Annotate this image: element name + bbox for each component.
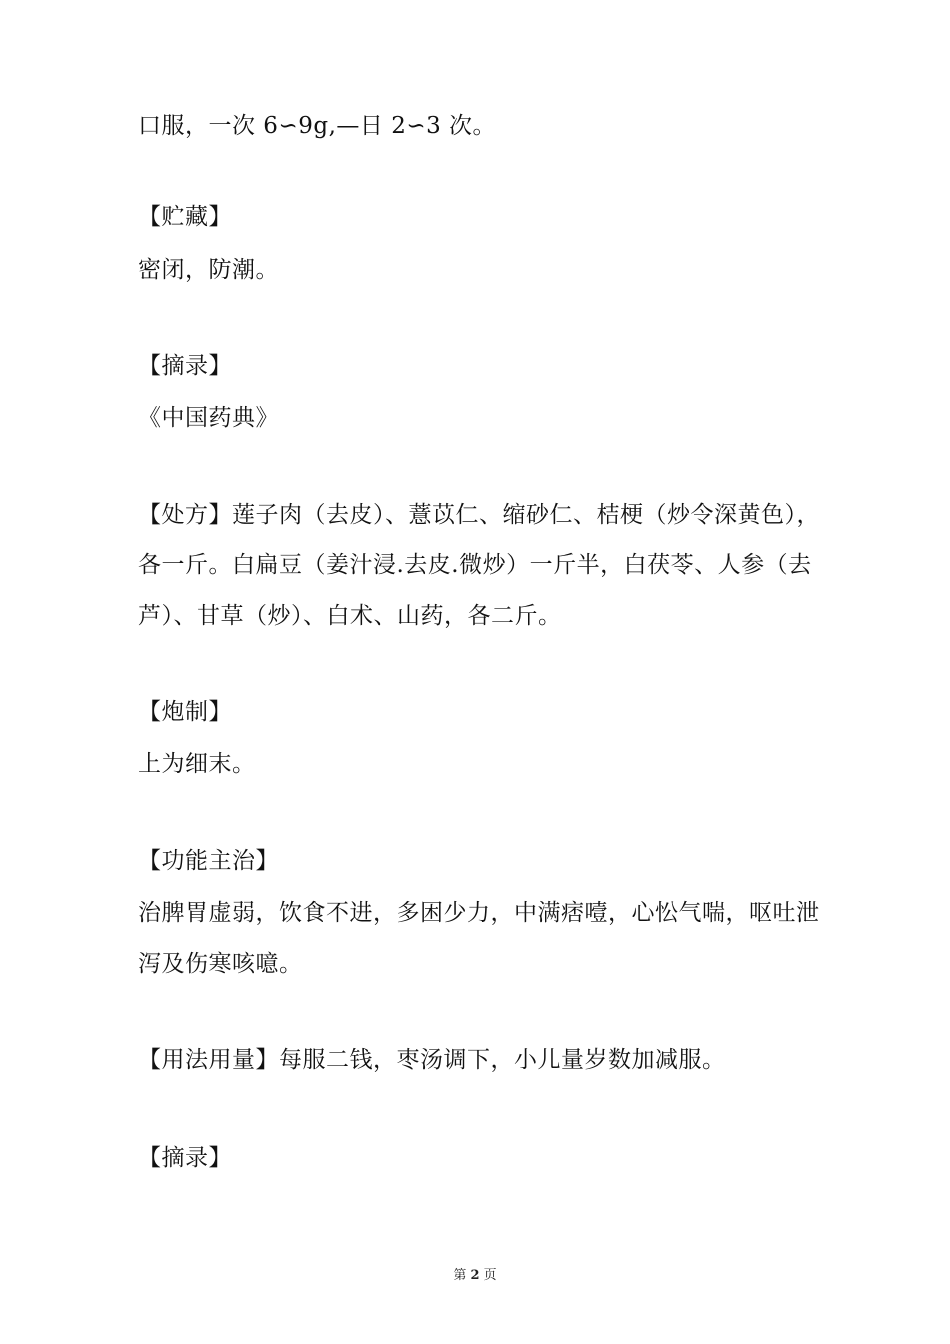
excerpt-source: 《中国药典》: [138, 405, 279, 431]
storage-text: 密闭，防潮。: [138, 257, 279, 283]
indications-line-1: 治脾胃虚弱，饮食不进，多困少力，中满痞噎，心忪气喘，呕吐泄: [138, 900, 820, 926]
indications-heading: 【功能主治】: [138, 848, 279, 874]
usage-text: 【用法用量】每服二钱，枣汤调下，小儿量岁数加减服。: [138, 1047, 726, 1073]
prescription-line-3: 芦）、甘草（炒）、白术、山药，各二斤。: [138, 603, 562, 629]
page-footer: [0, 1264, 950, 1283]
prescription-line-2: 各一斤。白扁豆（姜汁浸.去皮.微炒）一斤半，白茯苓、人参（去: [138, 552, 812, 578]
excerpt-heading-2: 【摘录】: [138, 1145, 232, 1171]
page-number: 2: [470, 1268, 480, 1283]
indications-line-2: 泻及伤寒咳噫。: [138, 951, 303, 977]
page-prefix: 第: [453, 1268, 467, 1283]
processing-text: 上为细末。: [138, 751, 256, 777]
prescription-line-1: 【处方】莲子肉（去皮）、薏苡仁、缩砂仁、桔梗（炒令深黄色），: [138, 502, 820, 528]
storage-heading: 【贮藏】: [138, 204, 232, 230]
dosage-text: 口服，一次 6∽9g,—日 2∽3 次。: [138, 113, 497, 139]
processing-heading: 【炮制】: [138, 699, 232, 725]
page-suffix: 页: [483, 1268, 497, 1283]
excerpt-heading: 【摘录】: [138, 353, 232, 379]
